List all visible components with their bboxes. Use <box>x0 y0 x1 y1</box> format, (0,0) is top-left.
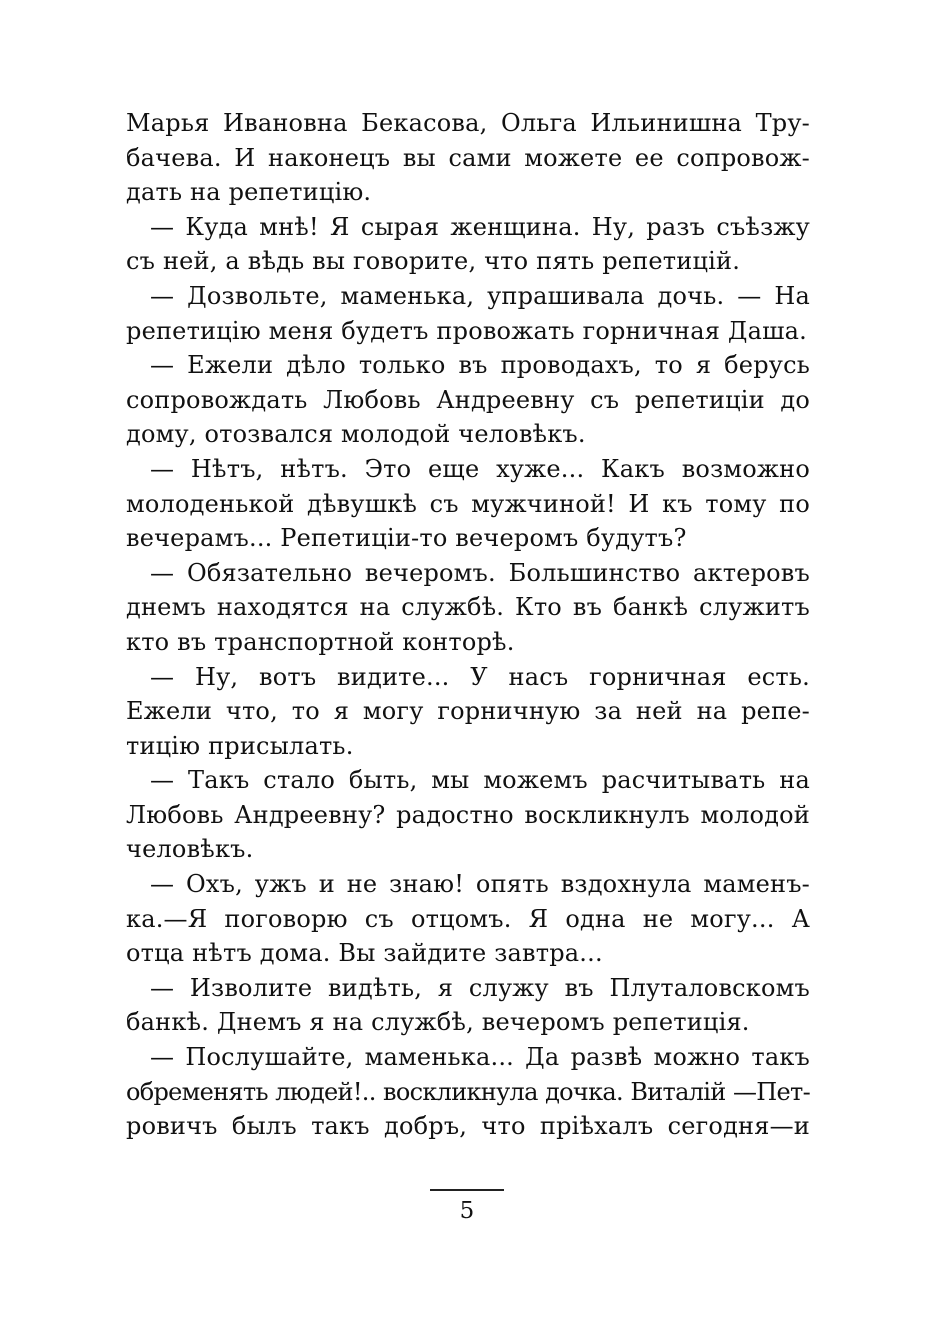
text-line: — Такъ стало быть, мы можемъ расчитывать на <box>150 766 810 795</box>
text-line: — Ежели дѣло только въ проводахъ, то я берусь <box>150 351 810 380</box>
page-text <box>126 106 810 1144</box>
page-number: 5 <box>459 1198 475 1224</box>
text-line: кто въ транспортной конторѣ. <box>126 627 515 656</box>
text-line: репетицію меня будетъ провожать горничная Даша. <box>126 316 807 345</box>
text-line: сопровождать Любовь Андреевну съ репетиціи до <box>126 385 810 414</box>
text-line: — Дозвольте, маменька, упрашивала дочь. — На <box>150 281 810 310</box>
text-line: человѣкъ. <box>126 835 254 864</box>
text-line: ровичъ былъ такъ добръ, что пріѣхалъ сегодня—и <box>126 1112 810 1141</box>
text-line: днемъ находятся на службѣ. Кто въ банкѣ служитъ <box>126 593 810 622</box>
text-line: вечерамъ... Репетиціи-то вечеромъ будутъ? <box>126 524 687 553</box>
page-number-rule <box>430 1189 504 1191</box>
text-line: дать на репетицію. <box>126 178 372 207</box>
text-line: — Обязательно вечеромъ. Большинство актеровъ <box>150 558 810 587</box>
text-line: съ ней, а вѣдь вы говорите, что пять репетицій. <box>126 247 741 276</box>
text-line: дому, отозвался молодой человѣкъ. <box>126 420 586 449</box>
text-line: — Нѣтъ, нѣтъ. Это еще хуже... Какъ возможно <box>150 454 810 483</box>
text-line: отца нѣтъ дома. Вы зайдите завтра... <box>126 939 603 968</box>
text-line: — Ну, вотъ видите... У насъ горничная есть. <box>150 662 810 691</box>
text-line: банкѣ. Днемъ я на службѣ, вечеромъ репетиція. <box>126 1008 750 1037</box>
text-line: — Охъ, ужъ и не знаю! опять вздохнула маменъ- <box>150 870 810 899</box>
text-line: Любовь Андреевну? радостно воскликнулъ молодой <box>126 800 810 829</box>
text-line: Марья Ивановна Бекасова, Ольга Ильинишна Тру- <box>126 109 810 137</box>
text-line: Ежели что, то я могу горничную за ней на репе- <box>126 697 810 726</box>
text-line: молоденькой дѣвушкѣ съ мужчиной! И къ тому по <box>126 489 810 518</box>
text-line: ка.—Я поговорю съ отцомъ. Я одна не могу... А <box>126 904 810 933</box>
text-line: — Изволите видѣть, я служу въ Плуталовскомъ <box>150 973 810 1002</box>
text-line: тицію присылать. <box>126 731 354 760</box>
text-line: бачева. И наконецъ вы сами можете ее сопровож- <box>126 143 810 172</box>
text-line: обременять людей!.. воскликнула дочка. Виталій —Пет- <box>126 1077 810 1106</box>
text-line: — Послушайте, маменька... Да развѣ можно такъ <box>150 1043 810 1072</box>
text-line: — Куда мнѣ! Я сырая женщина. Ну, разъ съѣзжу <box>150 212 810 241</box>
